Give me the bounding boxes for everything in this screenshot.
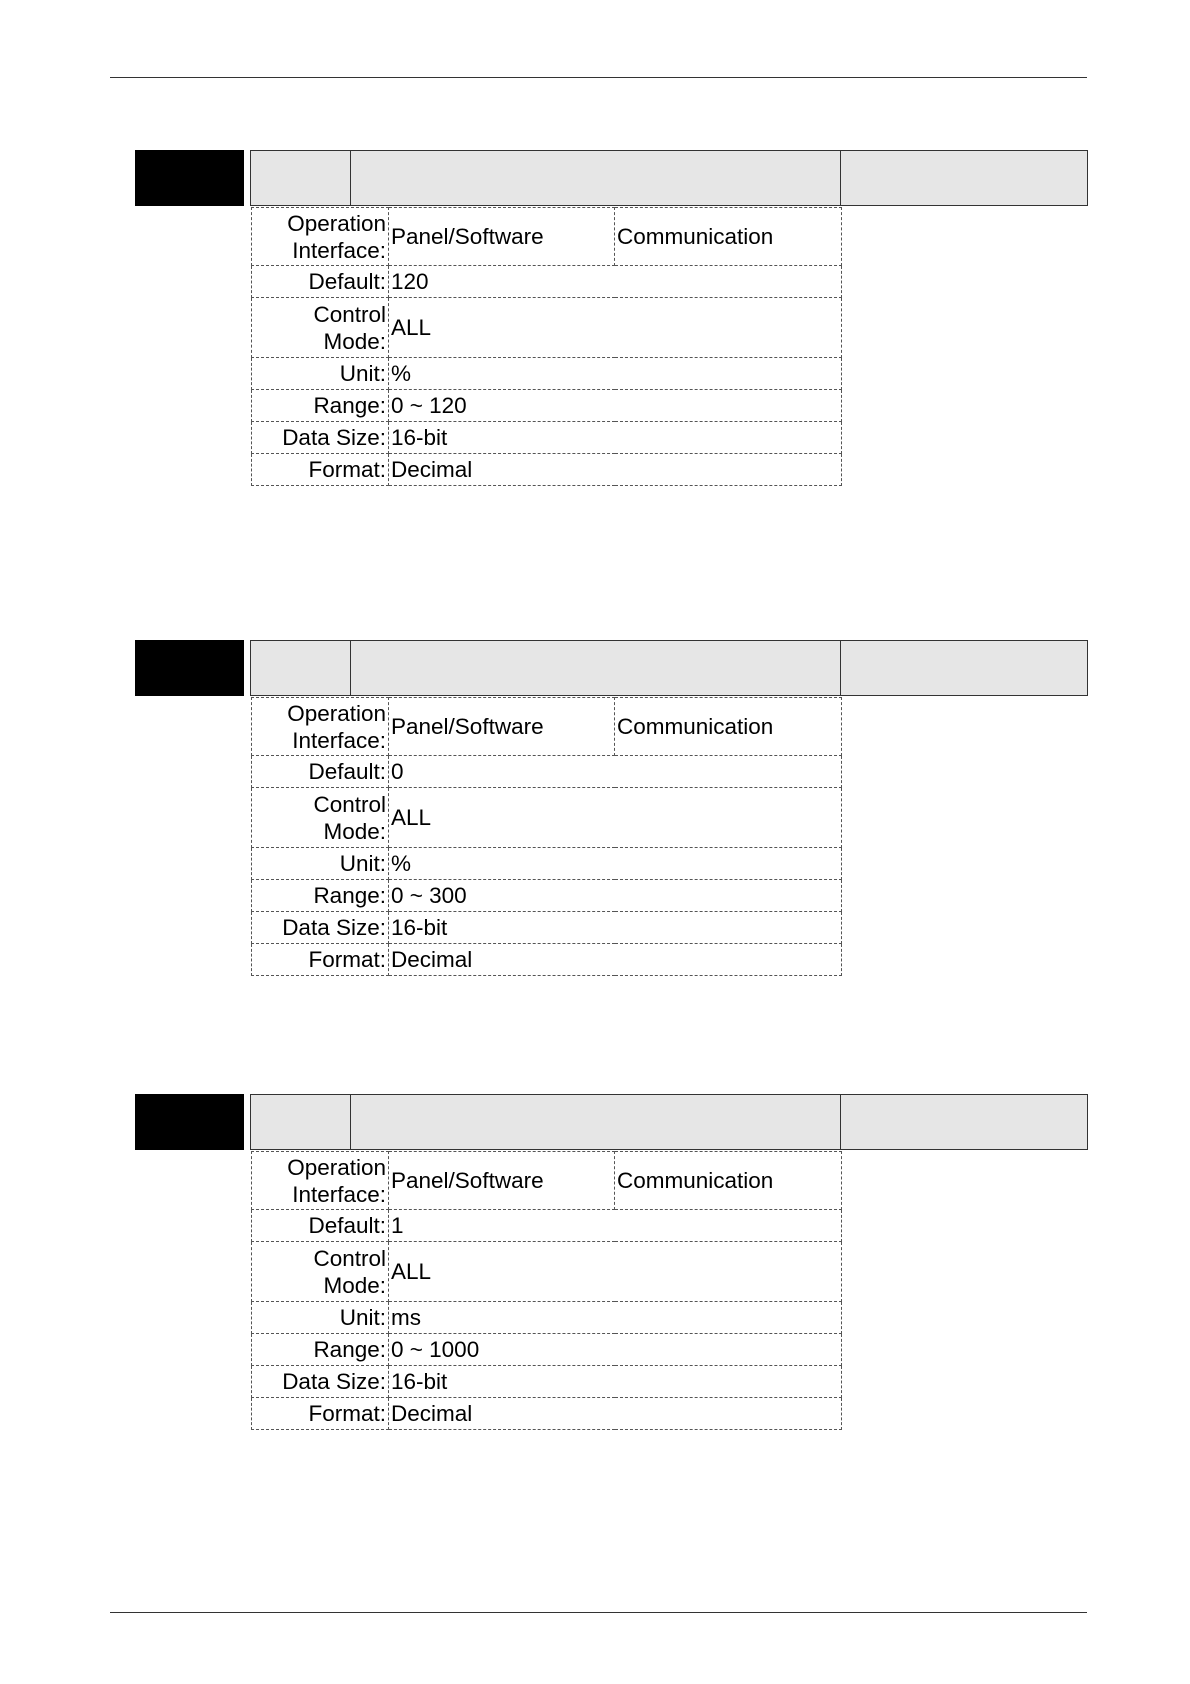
data-size-row	[252, 422, 842, 454]
format-label: Format:	[252, 454, 389, 486]
panel-software-value: Panel/Software	[389, 698, 615, 756]
control-mode-value: ALL	[389, 788, 842, 848]
data-size-value: 16-bit	[389, 1366, 842, 1398]
default-label: Default:	[252, 756, 389, 788]
operation-interface-label: Operation Interface:	[252, 208, 389, 266]
header-divider	[840, 151, 841, 205]
unit-value: %	[389, 358, 842, 390]
format-row	[252, 1398, 842, 1430]
format-row	[252, 454, 842, 486]
control-mode-value: ALL	[389, 1242, 842, 1302]
panel-software-value: Panel/Software	[389, 208, 615, 266]
default-value: 120	[389, 266, 842, 298]
range-value: 0 ~ 300	[389, 880, 842, 912]
default-label: Default:	[252, 1210, 389, 1242]
control-mode-label: Control Mode:	[252, 298, 389, 358]
data-size-value: 16-bit	[389, 912, 842, 944]
parameter-id-tab	[135, 1094, 244, 1150]
top-rule	[110, 77, 1087, 78]
communication-value: Communication	[615, 1152, 842, 1210]
default-label: Default:	[252, 266, 389, 298]
data-size-label: Data Size:	[252, 1366, 389, 1398]
default-row	[252, 266, 842, 298]
unit-value: ms	[389, 1302, 842, 1334]
range-label: Range:	[252, 1334, 389, 1366]
range-value: 0 ~ 120	[389, 390, 842, 422]
control-mode-value: ALL	[389, 298, 842, 358]
range-label: Range:	[252, 390, 389, 422]
control-mode-row	[252, 1242, 842, 1302]
range-row	[252, 390, 842, 422]
format-label: Format:	[252, 944, 389, 976]
unit-row	[252, 1302, 842, 1334]
parameter-attribute-table	[251, 697, 842, 976]
range-value: 0 ~ 1000	[389, 1334, 842, 1366]
control-mode-row	[252, 788, 842, 848]
format-value: Decimal	[389, 944, 842, 976]
format-value: Decimal	[389, 454, 842, 486]
range-label: Range:	[252, 880, 389, 912]
data-size-label: Data Size:	[252, 912, 389, 944]
control-mode-label: Control Mode:	[252, 1242, 389, 1302]
header-divider	[350, 641, 351, 695]
operation-interface-row	[252, 208, 842, 266]
parameter-id-tab	[135, 150, 244, 206]
unit-label: Unit:	[252, 1302, 389, 1334]
parameter-header-bar	[250, 150, 1088, 206]
data-size-label: Data Size:	[252, 422, 389, 454]
header-divider	[840, 1095, 841, 1149]
data-size-row	[252, 1366, 842, 1398]
default-row	[252, 756, 842, 788]
unit-label: Unit:	[252, 848, 389, 880]
format-row	[252, 944, 842, 976]
parameter-attribute-table	[251, 207, 842, 486]
bottom-rule	[110, 1612, 1087, 1613]
parameter-header-bar	[250, 1094, 1088, 1150]
unit-row	[252, 358, 842, 390]
data-size-row	[252, 912, 842, 944]
operation-interface-label: Operation Interface:	[252, 1152, 389, 1210]
default-value: 0	[389, 756, 842, 788]
unit-value: %	[389, 848, 842, 880]
range-row	[252, 880, 842, 912]
parameter-attribute-table	[251, 1151, 842, 1430]
header-divider	[840, 641, 841, 695]
communication-value: Communication	[615, 698, 842, 756]
data-size-value: 16-bit	[389, 422, 842, 454]
parameter-id-tab	[135, 640, 244, 696]
default-value: 1	[389, 1210, 842, 1242]
panel-software-value: Panel/Software	[389, 1152, 615, 1210]
header-divider	[350, 1095, 351, 1149]
control-mode-row	[252, 298, 842, 358]
format-value: Decimal	[389, 1398, 842, 1430]
operation-interface-label: Operation Interface:	[252, 698, 389, 756]
parameter-header-bar	[250, 640, 1088, 696]
communication-value: Communication	[615, 208, 842, 266]
unit-row	[252, 848, 842, 880]
unit-label: Unit:	[252, 358, 389, 390]
header-divider	[350, 151, 351, 205]
range-row	[252, 1334, 842, 1366]
operation-interface-row	[252, 698, 842, 756]
operation-interface-row	[252, 1152, 842, 1210]
format-label: Format:	[252, 1398, 389, 1430]
default-row	[252, 1210, 842, 1242]
control-mode-label: Control Mode:	[252, 788, 389, 848]
